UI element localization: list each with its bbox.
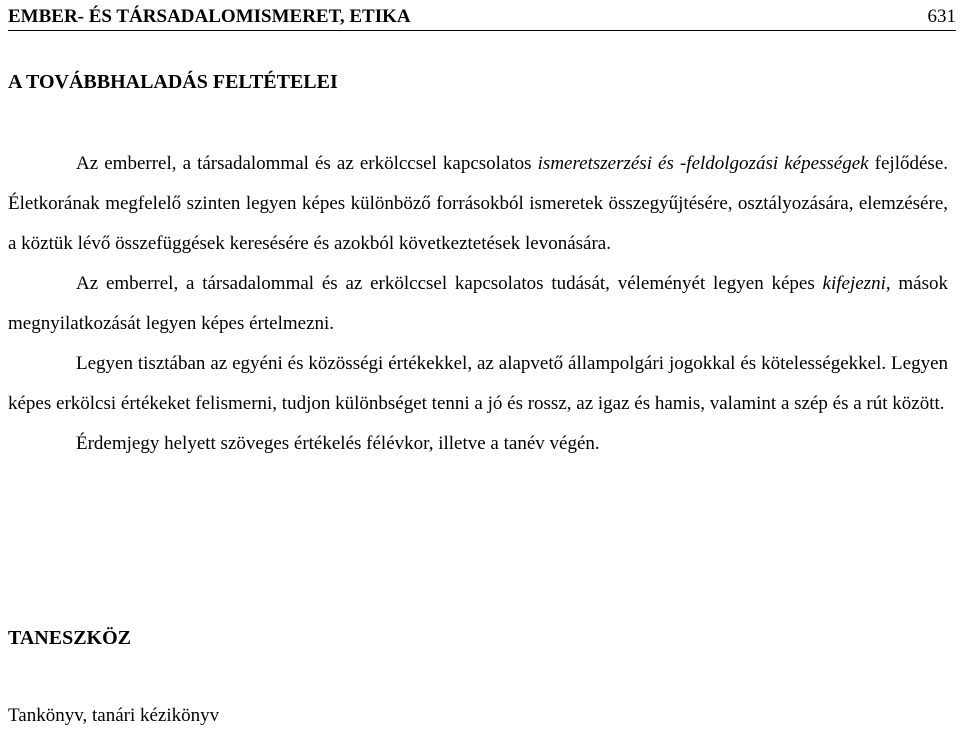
running-header — [8, 4, 956, 31]
paragraph-1-emphasis: ismeretszerzési és -feldolgozási képességek — [537, 153, 869, 174]
taneszkoz-text: Tankönyv, tanári kézikönyv — [8, 705, 220, 726]
section-heading-taneszkoz: TANESZKÖZ — [8, 627, 131, 649]
paragraph-2 — [8, 264, 948, 344]
paragraph-4: Érdemjegy helyett szöveges értékelés félévkor, illetve a tanév végén. — [76, 433, 600, 454]
page-number: 631 — [927, 6, 956, 27]
paragraph-1-text-b: fejlődése. Életkorának megfelelő szinten legyen képes különböző forrásokból ismeretek összegyűjtésére, osztályozására, elemzésére, a köztük lévő összefüggések keresésére és azokból következtetések levonására. — [8, 153, 948, 254]
paragraph-2-emphasis: kifejezni — [822, 273, 886, 294]
header-title: EMBER- ÉS TÁRSADALOMISMERET, ETIKA — [8, 6, 411, 27]
document-page — [8, 0, 956, 732]
paragraph-3: Legyen tisztában az egyéni és közösségi értékekkel, az alapvető állampolgári jogokkal és kötelességekkel. Legyen képes erkölcsi értékeket felismerni, tudjon különbséget tenni a jó és rossz, az igaz és hamis, valamint a szép és a rút között. — [8, 353, 948, 414]
paragraph-1 — [8, 144, 948, 264]
body-text — [8, 144, 948, 464]
paragraph-2-text-a: Az emberrel, a társadalommal és az erkölccsel kapcsolatos tudását, véleményét legyen képes — [76, 273, 823, 294]
paragraph-2-text-b: , mások megnyilatkozását legyen képes értelmezni. — [8, 273, 949, 334]
section-heading-feltetelek: A TOVÁBBHALADÁS FELTÉTELEI — [8, 71, 338, 93]
paragraph-1-text-a: Az emberrel, a társadalommal és az erkölccsel kapcsolatos — [76, 153, 538, 174]
